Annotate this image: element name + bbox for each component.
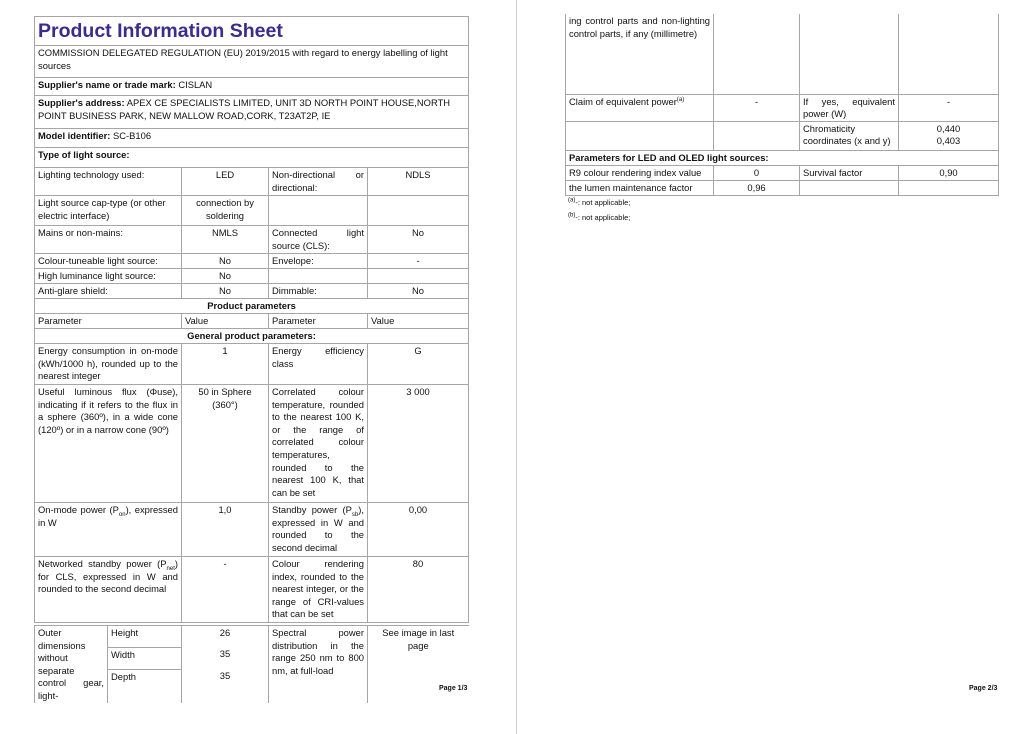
energy-consumption-value: 1 (182, 344, 269, 385)
dimmable-label: Dimmable: (269, 284, 368, 299)
on-mode-power-value: 1,0 (182, 503, 269, 557)
energy-class-label: Energy efficiency class (269, 344, 368, 385)
luminous-flux-value: 50 in Sphere (360°) (182, 385, 269, 503)
lighting-tech-label: Lighting technology used: (35, 168, 182, 196)
supplier-address-label: Supplier's address: (38, 97, 125, 108)
regulation-text: COMMISSION DELEGATED REGULATION (EU) 2019/2015 with regard to energy labelling of light sources (35, 46, 469, 78)
page-2 (517, 0, 1033, 734)
lumen-maintenance-label: the lumen maintenance factor (566, 180, 714, 195)
cap-type-value: connection by soldering (182, 196, 269, 226)
model-label: Model identifier: (38, 130, 111, 141)
cri-value: 80 (368, 557, 469, 623)
on-mode-power-label: On-mode power $(P_{on})$, expressed in W (35, 503, 182, 557)
mains-label: Mains or non-mains: (35, 226, 182, 254)
supplier-name-value: CISLAN (178, 79, 213, 90)
chromaticity-y: 0,403 (936, 135, 961, 147)
lumen-maintenance-value: 0,96 (714, 180, 800, 195)
standby-power-value: 0,00 (368, 503, 469, 557)
connected-value: No (368, 226, 469, 254)
chromaticity-value (899, 121, 999, 150)
height-label: Height (108, 626, 182, 648)
energy-class-value: G (368, 344, 469, 385)
non-directional-label: Non-directional or directional: (269, 168, 368, 196)
equivalent-power-value: - (714, 94, 800, 121)
cct-label: Correlated colour temperature, rounded to the nearest 100 K, or the range of correlated colour temperatures, rounded to the nearest 100 K, that can be set (269, 385, 368, 503)
dimensions-label-continued: ing control parts and non-lighting control parts, if any (millimetre) (566, 14, 714, 94)
high-luminance-label: High luminance light source: (35, 269, 182, 284)
survival-factor-value: 0,90 (899, 165, 999, 180)
cap-type-label: Light source cap-type (or other electric interface) (35, 196, 182, 226)
general-parameters-heading: General product parameters: (35, 329, 469, 344)
footnote-b: $^{(b)}$-: not applicable; (568, 212, 631, 222)
footnote-a: $^{(a)}$-: not applicable; (568, 197, 631, 207)
envelope-value: - (368, 254, 469, 269)
dimensions-label: Outer dimensions without separate control gear, light- (35, 626, 108, 703)
led-parameters-heading: Parameters for LED and OLED light sources: (566, 150, 999, 165)
depth-label: Depth (108, 669, 182, 702)
spectral-value: See image in last page (368, 626, 469, 703)
r9-value: 0 (714, 165, 800, 180)
colour-tuneable-value: No (182, 254, 269, 269)
colour-tuneable-label: Colour-tuneable light source: (35, 254, 182, 269)
cri-label: Colour rendering index, rounded to the nearest integer, or the range of CRI-values that can be set (269, 557, 368, 623)
equivalent-power-label: Claim of equivalent power$^{(a)}$ (566, 94, 714, 121)
sheet-title: Product Information Sheet (35, 17, 469, 46)
mains-value: NMLS (182, 226, 269, 254)
cct-value: 3 000 (368, 385, 469, 503)
page-1 (0, 0, 516, 734)
dimensions-table (34, 625, 469, 703)
col-value-2: Value (368, 314, 469, 329)
type-heading: Type of light source: (35, 148, 469, 168)
model-row (35, 129, 469, 148)
networked-standby-label: Networked standby power $(P_{net})$ for CLS, expressed in W and rounded to the second decimal (35, 557, 182, 623)
supplier-name-row (35, 78, 469, 96)
supplier-address-row (35, 96, 469, 129)
product-info-table (34, 16, 469, 623)
non-directional-value: NDLS (368, 168, 469, 196)
luminous-flux-label: Useful luminous flux (Φuse), indicating if it refers to the flux in a sphere (360º), in a wide cone (120º) or in a narrow cone (90º) (35, 385, 182, 503)
col-value: Value (182, 314, 269, 329)
continued-table (565, 14, 999, 196)
width-label: Width (108, 647, 182, 669)
high-luminance-value: No (182, 269, 269, 284)
product-parameters-heading: Product parameters (35, 299, 469, 314)
lighting-tech-value: LED (182, 168, 269, 196)
width-value: 35 (182, 647, 269, 669)
col-parameter-2: Parameter (269, 314, 368, 329)
energy-consumption-label: Energy consumption in on-mode (kWh/1000 h), rounded up to the nearest integer (35, 344, 182, 385)
page-number-2: Page 2/3 (969, 685, 998, 692)
supplier-name-label: Supplier's name or trade mark: (38, 79, 176, 90)
anti-glare-label: Anti-glare shield: (35, 284, 182, 299)
spectral-label: Spectral power distribution in the range 250 nm to 800 nm, at full-load (269, 626, 368, 703)
equivalent-power-w-value: - (899, 94, 999, 121)
chromaticity-label: Chromaticity coordinates (x and y) (800, 121, 899, 150)
depth-value: 35 (182, 669, 269, 702)
equivalent-power-w-label: If yes, equivalent power (W) (800, 94, 899, 121)
model-value: SC-B106 (113, 130, 152, 141)
connected-label: Connected light source (CLS): (269, 226, 368, 254)
standby-power-label: Standby power $(P_{sb})$, expressed in W and rounded to the second decimal (269, 503, 368, 557)
page-number-1: Page 1/3 (439, 685, 468, 692)
anti-glare-value: No (182, 284, 269, 299)
height-value: 26 (182, 626, 269, 648)
supplier-address-value: APEX CE SPECIALISTS LIMITED, UNIT 3D NORTH POINT HOUSE,NORTH POINT BUSINESS PARK, NEW MALLOW ROAD,CORK, T23AT2P, IE (38, 97, 451, 121)
dimmable-value: No (368, 284, 469, 299)
networked-standby-value: - (182, 557, 269, 623)
envelope-label: Envelope: (269, 254, 368, 269)
r9-label: R9 colour rendering index value (566, 165, 714, 180)
chromaticity-x: 0,440 (936, 122, 961, 134)
survival-factor-label: Survival factor (800, 165, 899, 180)
col-parameter: Parameter (35, 314, 182, 329)
